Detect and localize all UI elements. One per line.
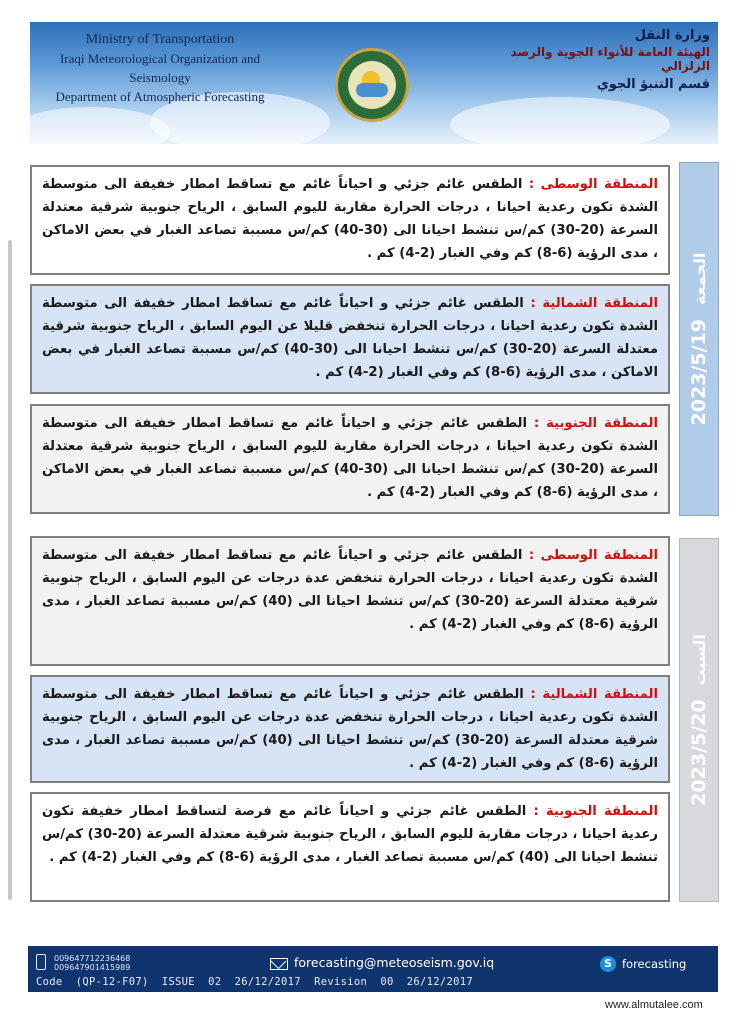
header-arabic: [490, 28, 710, 92]
region-name: المنطقة الشمالية :: [530, 687, 658, 702]
header-banner: [30, 22, 718, 144]
cloud-decoration: [30, 107, 170, 144]
scroll-indicator: [8, 240, 12, 900]
forecast-box-northern: [30, 675, 670, 783]
day-label: [688, 253, 710, 426]
forecast-text: الطقس غائم جزئي و احياناً غائم مع تساقط امطار خفيفة الى متوسطة الشدة تكون رعدية احيانا ، درجات الحرارة تنخفض عدة درجات عن اليوم السابق ، الرياح جنوبية شرقية معتدلة السرعة (20-30) كم/س تنشط احيانا الى (40) كم/س مسببة تصاعد الغبار ، مدى الرؤية (6-8) كم وفي الغبار (2-4) كم .: [42, 687, 658, 771]
day-date: 2023/5/19: [688, 319, 710, 426]
footer-bar: [28, 946, 718, 992]
phone-2: 009647901415989: [54, 963, 131, 972]
day-name: السبت: [690, 634, 709, 686]
footer-contacts: [28, 952, 718, 974]
forecast-text: الطقس غائم جزئي و احياناً غائم مع تساقط امطار خفيفة الى متوسطة الشدة تكون رعدية احيانا ، درجات الحرارة مقاربة لليوم السابق ، الرياح جنوبية شرقية معتدلة السرعة (20-30) كم/س تنشط احيانا الى (30-40) كم/س مسببة تصاعد الغبار في بعض الاماكن ، مدى الرؤية (6-8) كم وفي الغبار (2-4) كم .: [42, 177, 658, 261]
phone-icon: [36, 954, 46, 970]
forecast-text: الطقس غائم جزئي و احياناً غائم مع تساقط امطار خفيفة الى متوسطة الشدة تكون رعدية احيانا ، درجات الحرارة تنخفض قليلا عن اليوم السابق ، الرياح جنوبية شرقية معتدلة السرعة (20-30) كم/س تنشط احيانا الى (30-40) كم/س مسببة تصاعد الغبار في بعض الاماكن ، مدى الرؤية (6-8) كم وفي الغبار (2-4) كم .: [42, 296, 658, 380]
phone-numbers: [54, 954, 130, 972]
day-sidebar-friday: [679, 162, 719, 516]
day-date: 2023/5/20: [688, 699, 710, 806]
forecast-box-southern: [30, 792, 670, 902]
forecast-text: الطقس غائم جزئي و احياناً غائم مع تساقط امطار خفيفة الى متوسطة الشدة تكون رعدية احيانا ، درجات الحرارة تنخفض عدة درجات عن اليوم السابق ، الرياح جنوبية شرقية معتدلة السرعة (20-30) كم/س تنشط احيانا الى (40) كم/س مسببة تصاعد الغبار ، مدى الرؤية (6-8) كم وفي الغبار (2-4) كم .: [42, 548, 658, 632]
day-label: [688, 634, 710, 806]
logo-inner: [348, 61, 396, 109]
forecast-box-northern: [30, 284, 670, 394]
cloud-decoration: [450, 97, 670, 144]
org-en: Iraqi Meteorological Organization and Seismology: [59, 51, 261, 85]
ministry-en: Ministry of Transportation: [85, 32, 235, 47]
mail-icon: [270, 958, 288, 970]
forecast-box-central: [30, 536, 670, 666]
day-sidebar-saturday: [679, 538, 719, 902]
watermark: www.almutalee.com: [605, 999, 703, 1011]
ministry-ar: وزارة النقل: [634, 28, 710, 43]
phone-1: 009647712236468: [54, 954, 131, 963]
region-name: المنطقة الوسطى :: [528, 177, 658, 192]
org-ar: الهيئة العامة للأنواء الجوية والرصد الزلزالي: [510, 45, 710, 73]
email-address[interactable]: forecasting@meteoseism.gov.iq: [294, 955, 495, 970]
skype-icon: S: [600, 956, 616, 972]
header-english: [30, 30, 290, 106]
skype-handle[interactable]: forecasting: [622, 957, 687, 971]
dept-en: Department of Atmospheric Forecasting: [55, 89, 265, 104]
organization-logo: [335, 48, 409, 122]
region-name: المنطقة الجنوبية :: [533, 804, 658, 819]
dept-ar: قسم التنبؤ الجوي: [596, 77, 710, 92]
region-name: المنطقة الوسطى :: [528, 548, 658, 563]
document-code: Code (QP-12-F07) ISSUE 02 26/12/2017 Revision 00 26/12/2017: [36, 976, 474, 988]
forecast-text: الطقس غائم جزئي و احياناً غائم مع فرصة لتساقط امطار خفيفة تكون رعدية احيانا ، درجات مقاربة لليوم السابق ، الرياح جنوبية شرقية معتدلة السرعة (20-30) كم/س تنشط احيانا الى (40) كم/س مسببة تصاعد الغبار ، مدى الرؤية (6-8) كم وفي الغبار (2-4) كم .: [42, 804, 658, 865]
forecast-box-southern: [30, 404, 670, 514]
cloud-icon: [356, 83, 388, 97]
region-name: المنطقة الجنوبية :: [533, 416, 658, 431]
forecast-text: الطقس غائم جزئي و احياناً غائم مع تساقط امطار خفيفة الى متوسطة الشدة تكون رعدية احيانا ، درجات الحرارة مقاربة لليوم السابق ، الرياح جنوبية شرقية معتدلة السرعة (20-30) كم/س تنشط احيانا الى (30-40) كم/س مسببة تصاعد الغبار في بعض الاماكن ، مدى الرؤية (6-8) كم وفي الغبار (2-4) كم .: [42, 416, 658, 500]
day-name: الجمعة: [690, 252, 709, 306]
forecast-box-central: [30, 165, 670, 275]
region-name: المنطقة الشمالية :: [530, 296, 658, 311]
